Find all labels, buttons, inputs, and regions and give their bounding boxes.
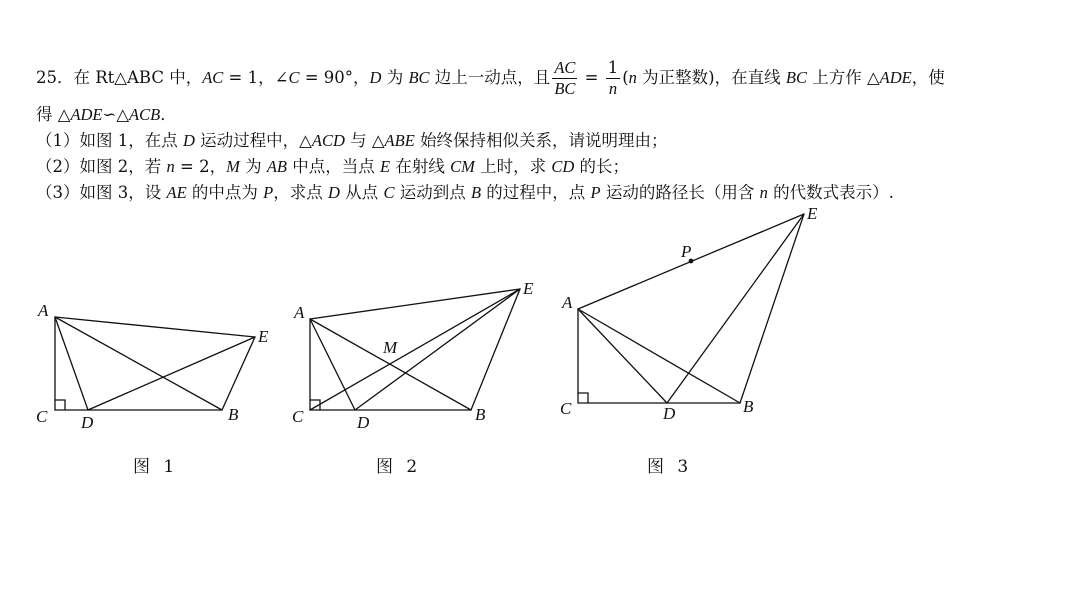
text: (	[622, 68, 629, 87]
label-a: A	[294, 303, 305, 322]
math-ade: ADE	[879, 68, 912, 87]
math-cm: CM	[450, 157, 475, 176]
text: 在 Rt△ABC 中，	[73, 68, 203, 87]
text: 边上一动点，且	[429, 68, 551, 87]
fraction-denominator: BC	[554, 79, 576, 98]
segment-de	[88, 337, 255, 410]
fraction-denominator: n	[608, 79, 618, 98]
label-d: D	[357, 413, 370, 432]
text: 得 △	[36, 105, 71, 124]
math-p: P	[590, 183, 601, 202]
figure-2	[310, 289, 520, 410]
text: 运动的路径长（用含	[600, 183, 760, 202]
math-ae: AE	[166, 183, 187, 202]
math-ade: ADE	[70, 105, 103, 124]
text: 从点	[339, 183, 384, 202]
label-b: B	[228, 405, 239, 424]
text: 的过程中，点	[481, 183, 591, 202]
math-e: E	[380, 157, 391, 176]
text: （2）如图 2，若	[36, 157, 167, 176]
math-acb: ACB	[129, 105, 161, 124]
problem-number: 25．	[36, 68, 74, 87]
math-m: M	[226, 157, 240, 176]
text: ∽△	[102, 105, 130, 124]
right-angle-mark	[578, 393, 588, 403]
text: （1）如图 1，在点	[36, 131, 183, 150]
label-c: C	[560, 399, 572, 418]
figure-3-caption: 图 3	[647, 457, 693, 477]
label-d: D	[663, 404, 676, 423]
label-c: C	[292, 407, 304, 426]
text: 上方作 △	[806, 68, 880, 87]
text: = 2，	[174, 157, 227, 176]
text: 的中点为	[186, 183, 264, 202]
math-cd: CD	[551, 157, 575, 176]
math-d: D	[328, 183, 340, 202]
segment-ae	[310, 289, 520, 319]
label-p: P	[681, 242, 692, 261]
math-c: C	[383, 183, 395, 202]
text: ，使	[911, 68, 945, 87]
text: = 1，	[223, 68, 275, 87]
text: 的长；	[574, 157, 630, 176]
text: 始终保持相似关系，请说明理由；	[414, 131, 668, 150]
text: 与 △	[344, 131, 385, 150]
text: （3）如图 3，设	[36, 183, 167, 202]
figure-2-caption: 图 2	[376, 457, 422, 477]
segment-ad	[578, 309, 667, 403]
math-ac: AC	[202, 68, 224, 87]
text: 运动到点	[394, 183, 471, 202]
math-acd: ACD	[311, 131, 345, 150]
right-angle-mark	[55, 400, 65, 410]
text: ．	[160, 105, 177, 124]
math-d: D	[369, 68, 382, 87]
math-ab: AB	[266, 157, 287, 176]
math-p: P	[263, 183, 274, 202]
segment-ab	[578, 309, 740, 403]
segment-ad	[55, 317, 88, 410]
math-abe: ABE	[384, 131, 415, 150]
math-bc: BC	[785, 68, 807, 87]
figure-1-caption: 图 1	[133, 457, 179, 477]
math-n: n	[759, 183, 768, 202]
text: 中点，当点	[287, 157, 380, 176]
segment-eb	[222, 337, 255, 410]
text: 运动过程中，△	[194, 131, 312, 150]
segment-ce	[310, 289, 520, 410]
label-m: M	[383, 338, 398, 357]
label-a: A	[38, 301, 49, 320]
fraction-numerator: 1	[607, 58, 619, 77]
label-c: C	[36, 407, 48, 426]
figure-1	[55, 317, 255, 410]
math-bc: BC	[408, 68, 430, 87]
label-a: A	[562, 293, 573, 312]
text: 为	[381, 68, 409, 87]
math-n: n	[166, 157, 175, 176]
text: 为正整数)，在直线	[636, 68, 786, 87]
text: 为	[239, 157, 267, 176]
math-n: n	[628, 68, 637, 87]
segment-eb	[740, 214, 804, 403]
label-e: E	[523, 279, 534, 298]
text: 的代数式表示）.	[767, 183, 894, 202]
label-e: E	[807, 204, 818, 223]
label-d: D	[81, 413, 94, 432]
text: 上时，求	[474, 157, 552, 176]
text: 在射线	[390, 157, 451, 176]
label-b: B	[475, 405, 486, 424]
text: =	[579, 68, 604, 87]
label-b: B	[743, 397, 754, 416]
math-d: D	[183, 131, 195, 150]
label-e: E	[258, 327, 269, 346]
text: = 90°，	[299, 68, 370, 87]
fraction-numerator: AC	[554, 58, 576, 77]
math-angle-c: ∠C	[274, 68, 300, 87]
text: ，求点	[273, 183, 329, 202]
math-b: B	[470, 183, 482, 202]
